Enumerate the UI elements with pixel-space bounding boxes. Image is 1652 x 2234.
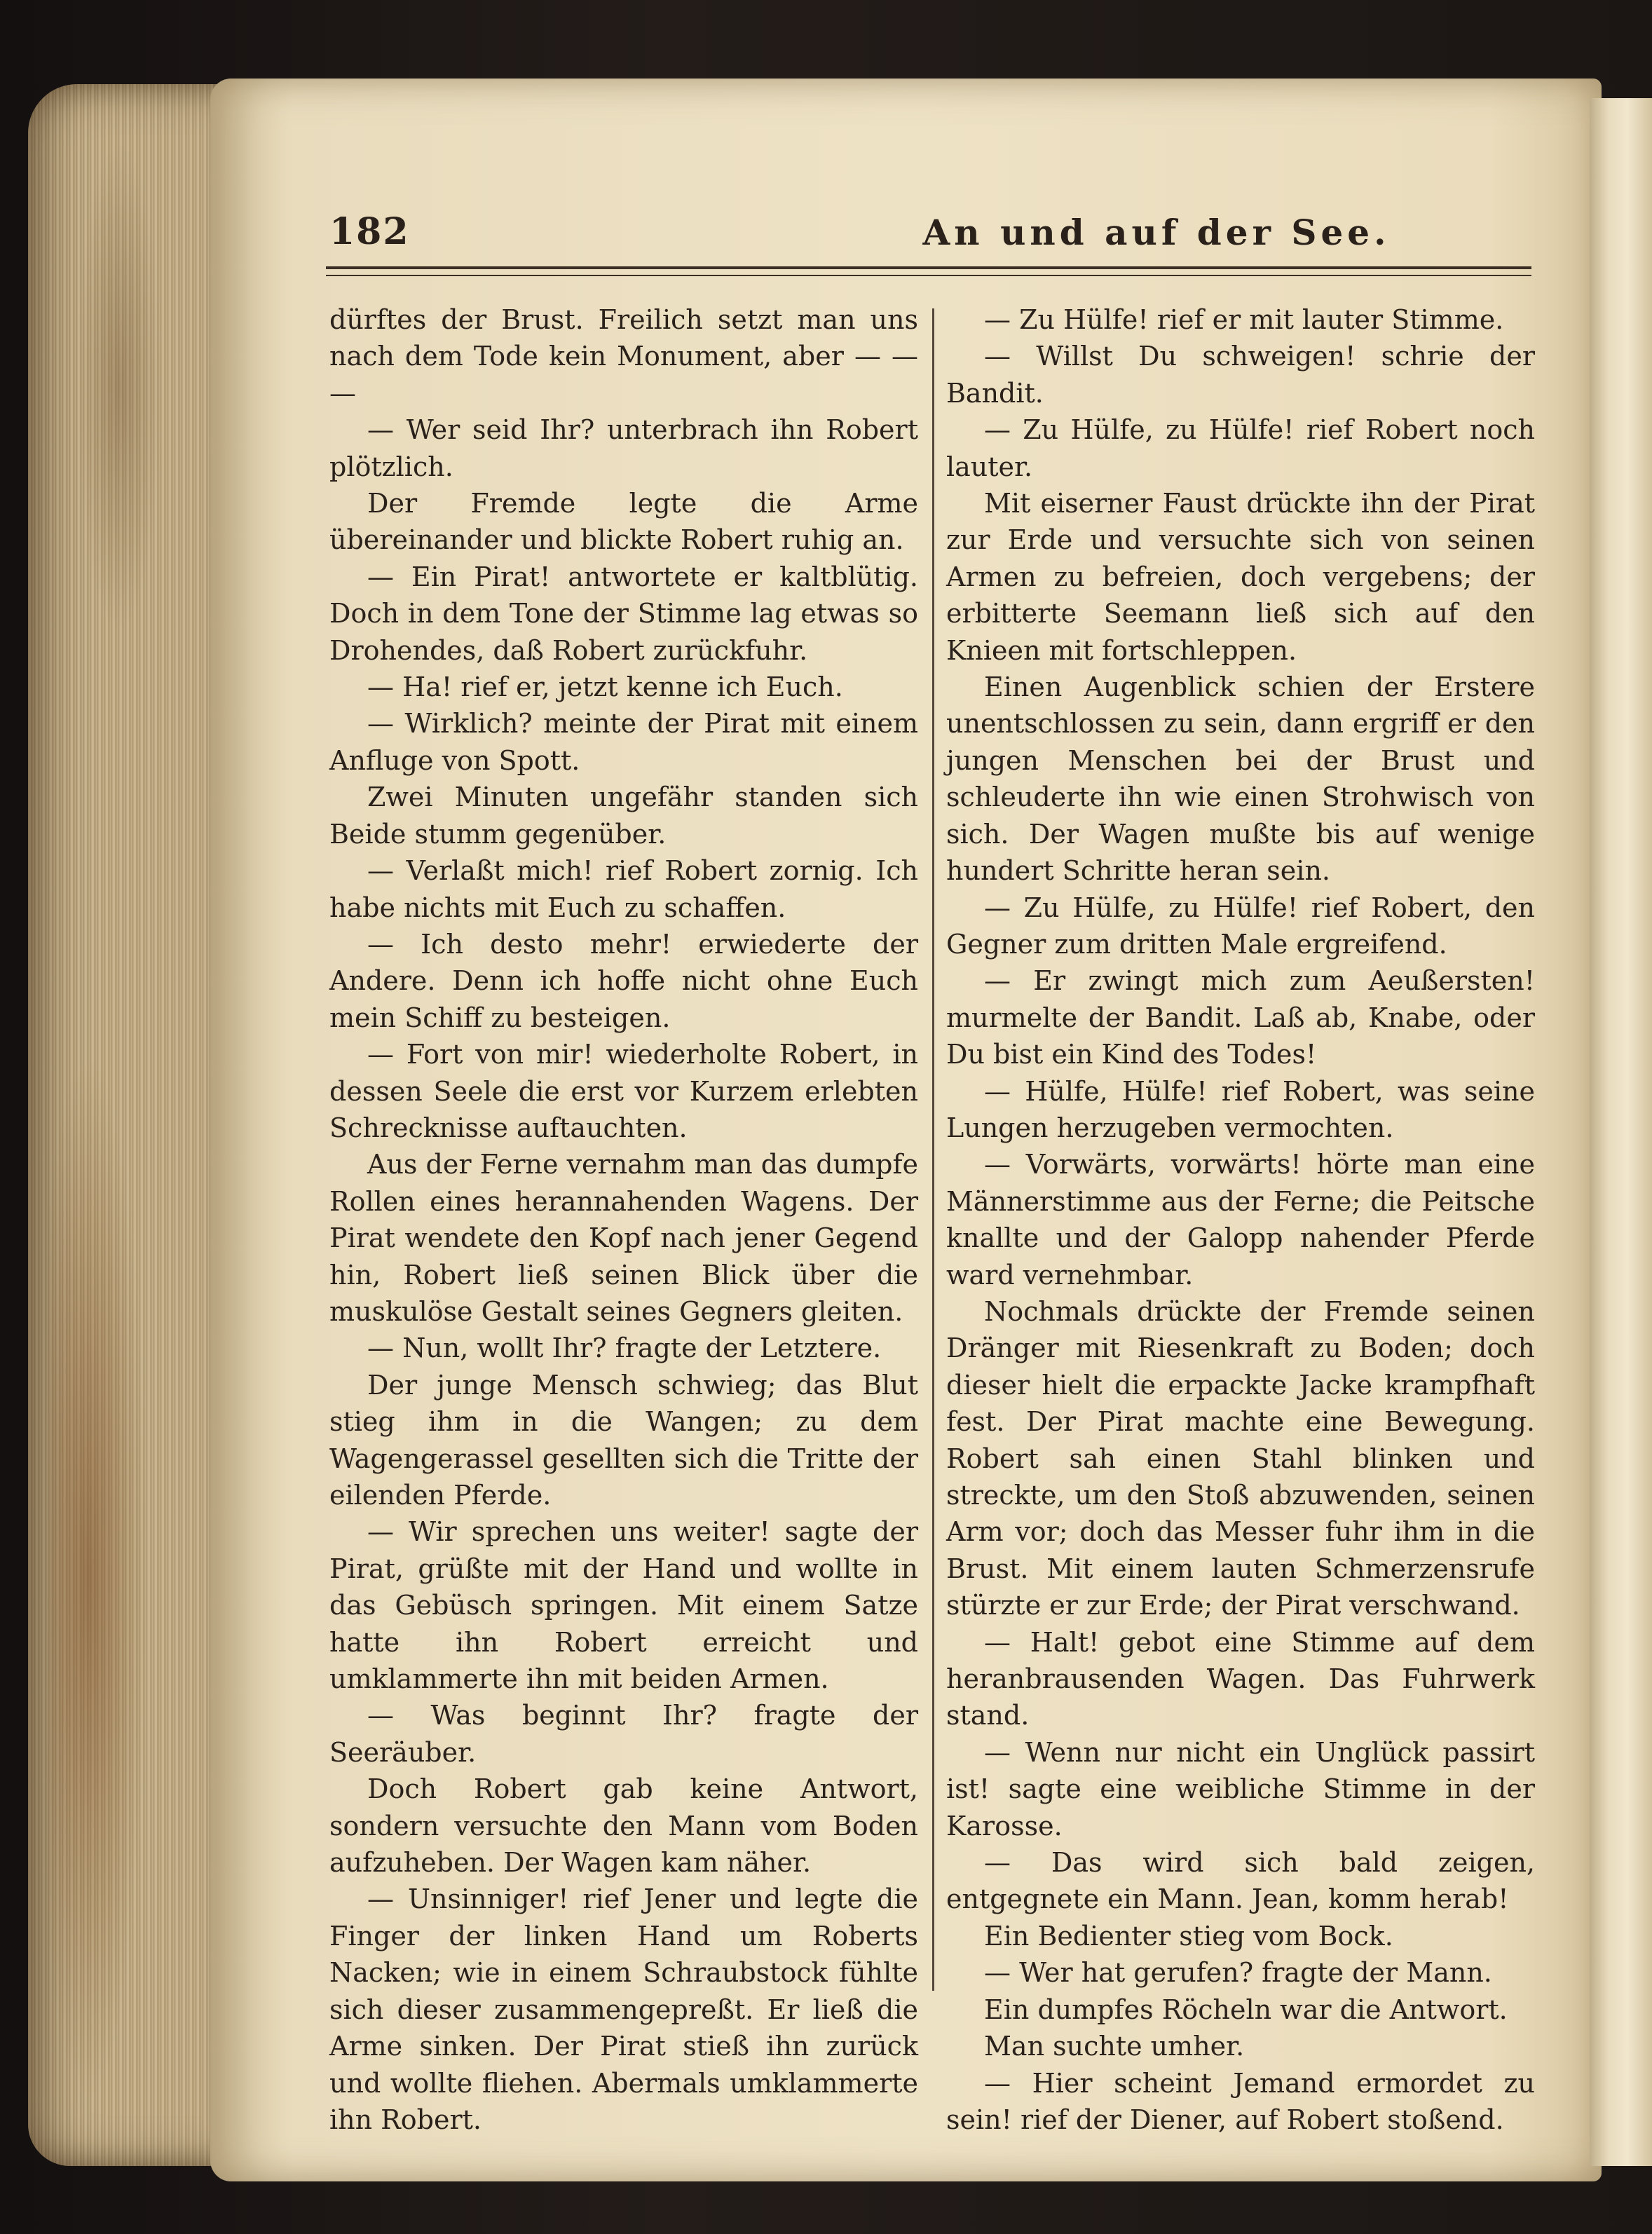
- stain: [77, 140, 161, 631]
- page-number: 182: [329, 210, 410, 253]
- paragraph: — Wer seid Ihr? unterbrach ihn Robert plötzlich.: [329, 414, 918, 482]
- left-column: [329, 301, 918, 2138]
- paragraph: — Willst Du schweigen! schrie der Bandit.: [946, 341, 1535, 409]
- paragraph: — Wenn nur nicht ein Unglück passirt ist! sagte eine weibliche Stimme in der Karosse.: [946, 1736, 1535, 1841]
- paragraph: — Zu Hülfe! rief er mit lauter Stimme.: [984, 304, 1504, 335]
- paragraph: — Vorwärts, vorwärts! hörte man eine Männerstimme aus der Ferne; die Peitsche knallte und der Galopp nahender Pferde ward vernehmbar.: [946, 1149, 1535, 1290]
- paragraph: — Wer hat gerufen? fragte der Mann.: [984, 1957, 1492, 1989]
- paragraph: Mit eiserner Faust drückte ihn der Pirat zur Erde und versuchte sich von seinen Armen zu befreien, doch vergebens; der erbitterte Seemann ließ sich auf den Knieen mit fortschleppen.: [946, 488, 1535, 666]
- paragraph: Ein Bedienter stieg vom Bock.: [984, 1920, 1393, 1952]
- paragraph: — Das wird sich bald zeigen, entgegnete ein Mann. Jean, komm herab!: [946, 1847, 1535, 1915]
- running-title: An und auf der See.: [922, 212, 1391, 253]
- header-rule: [326, 275, 1531, 276]
- paragraph: — Was beginnt Ihr? fragte der Seeräuber.: [329, 1700, 918, 1768]
- paragraph: Einen Augenblick schien der Erstere unentschlossen zu sein, dann ergriff er den jungen Menschen bei der Brust und schleuderte ihn wie einen Strohwisch von sich. Der Wagen mußte bis auf wenige hundert Schritte heran sein.: [946, 672, 1535, 887]
- running-head: [329, 210, 1521, 266]
- paragraph: Zwei Minuten ungefähr standen sich Beide stumm gegenüber.: [329, 782, 918, 850]
- paragraph: Doch Robert gab keine Antwort, sondern versuchte den Mann vom Boden aufzuheben. Der Wagen kam näher.: [329, 1773, 918, 1879]
- paragraph: dürftes der Brust. Freilich setzt man uns nach dem Tode kein Monument, aber — — —: [329, 304, 918, 409]
- stain: [49, 1051, 147, 2103]
- right-column: [946, 301, 1535, 2138]
- column-divider: [932, 308, 934, 1991]
- paragraph: — Wirklich? meinte der Pirat mit einem Anfluge von Spott.: [329, 708, 918, 776]
- paragraph: Ein dumpfes Röcheln war die Antwort.: [984, 1994, 1508, 2025]
- paragraph: — Zu Hülfe, zu Hülfe! rief Robert, den Gegner zum dritten Male ergreifend.: [946, 892, 1535, 960]
- paragraph: — Unsinniger! rief Jener und legte die Finger der linken Hand um Roberts Nacken; wie in einem Schraubstock fühlte sich dieser zusammengepreßt. Er ließ die Arme sinken. Der Pirat stieß ihn zurück und wollte fliehen. Abermals umklammerte ihn Robert.: [329, 1884, 918, 2135]
- paragraph: — Nun, wollt Ihr? fragte der Letztere.: [367, 1333, 882, 1364]
- paragraph: Aus der Ferne vernahm man das dumpfe Rollen eines herannahenden Wagens. Der Pirat wendete den Kopf nach jener Gegend hin, Robert ließ seinen Blick über die muskulöse Gestalt seines Gegners gleiten.: [329, 1149, 918, 1327]
- paragraph: — Wir sprechen uns weiter! sagte der Pirat, grüßte mit der Hand und wollte in das Gebüsch springen. Mit einem Satze hatte ihn Robert erreicht und umklammerte ihn mit beiden Armen.: [329, 1516, 918, 1695]
- paragraph: Man suchte umher.: [984, 2031, 1245, 2062]
- paragraph: — Ein Pirat! antwortete er kaltblütig. Doch in dem Tone der Stimme lag etwas so Drohendes, daß Robert zurückfuhr.: [329, 561, 918, 666]
- paragraph: Der Fremde legte die Arme übereinander und blickte Robert ruhig an.: [329, 488, 918, 556]
- paragraph: — Hülfe, Hülfe! rief Robert, was seine Lungen herzugeben vermochten.: [946, 1075, 1535, 1143]
- paragraph: — Hier scheint Jemand ermordet zu sein! rief der Diener, auf Robert stoßend.: [946, 2067, 1535, 2135]
- paragraph: — Halt! gebot eine Stimme auf dem heranbrausenden Wagen. Das Fuhrwerk stand.: [946, 1626, 1535, 1731]
- header-rule: [326, 266, 1531, 269]
- paragraph: — Verlaßt mich! rief Robert zornig. Ich habe nichts mit Euch zu schaffen.: [329, 855, 918, 923]
- paragraph: — Zu Hülfe, zu Hülfe! rief Robert noch lauter.: [946, 414, 1535, 482]
- paragraph: Nochmals drückte der Fremde seinen Dränger mit Riesenkraft zu Boden; doch dieser hielt die erpackte Jacke krampfhaft fest. Der Pirat machte eine Bewegung. Robert sah einen Stahl blinken und streckte, um den Stoß abzuwenden, seinen Arm vor; doch das Messer fuhr ihm in die Brust. Mit einem lauten Schmerzensrufe stürzte er zur Erde; der Pirat verschwand.: [946, 1295, 1535, 1621]
- paragraph: — Fort von mir! wiederholte Robert, in dessen Seele die erst vor Kurzem erlebten Schrecknisse auftauchten.: [329, 1039, 918, 1143]
- paragraph: Der junge Mensch schwieg; das Blut stieg ihm in die Wangen; zu dem Wagengerassel gesellten sich die Tritte der eilenden Pferde.: [329, 1369, 918, 1511]
- paragraph: — Ha! rief er, jetzt kenne ich Euch.: [367, 672, 843, 703]
- paragraph: — Er zwingt mich zum Aeußersten! murmelte der Bandit. Laß ab, Knabe, oder Du bist ein Kind des Todes!: [946, 965, 1535, 1070]
- next-page-edge: [1590, 98, 1652, 2166]
- paragraph: — Ich desto mehr! erwiederte der Andere. Denn ich hoffe nicht ohne Euch mein Schiff zu besteigen.: [329, 928, 918, 1033]
